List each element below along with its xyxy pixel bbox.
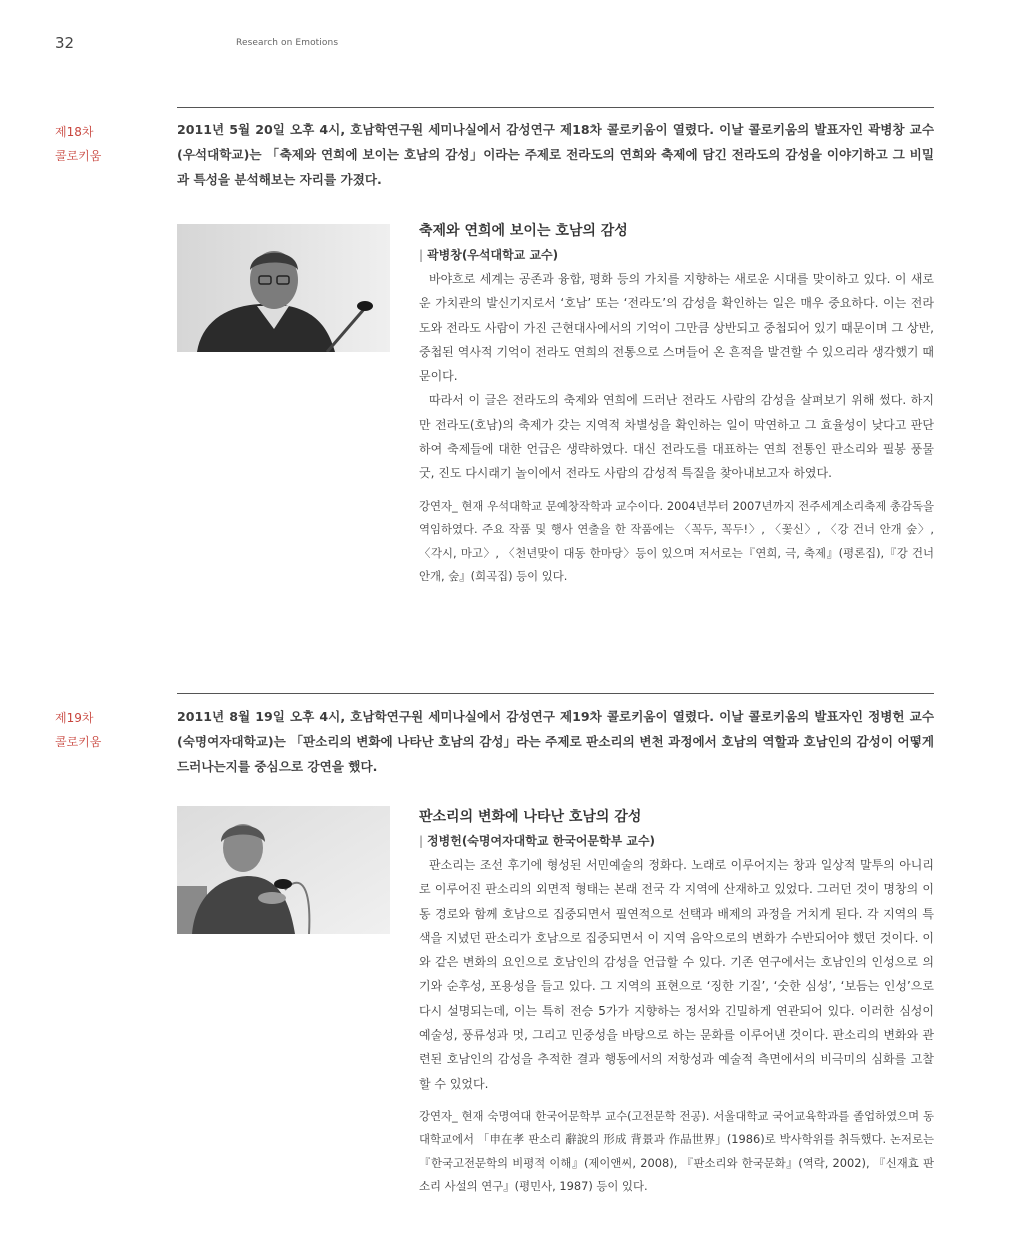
- colloquium-number: 제18차: [55, 125, 94, 139]
- speaker-bar: |: [419, 834, 424, 848]
- colloquium-number: 제19차: [55, 711, 94, 725]
- speaker-photo: [177, 806, 390, 934]
- lecture-speaker: [419, 831, 934, 851]
- lecture-title: 판소리의 변화에 나타난 호남의 감성: [419, 809, 642, 825]
- speaker-bio: 강연자_ 현재 숙명여대 한국어문학부 교수(고전문학 전공). 서울대학교 국어교육학과를 졸업하였으며 동 대학교에서 「申在孝 판소리 辭說의 形成 背景과 作品世界」(1986)로 박사학위를 취득했다. 논저로는 『한국고전문학의 비평적 이해』(제이앤씨, 2008), 『판소리와 한국문화』(역락, 2002), 『신재효 판소리 사설의 연구』(평민사, 1987) 등이 있다.: [419, 1108, 934, 1194]
- lecture-paragraph: 따라서 이 글은 전라도의 축제와 연희에 드러난 전라도 사람의 감성을 살펴보기 위해 썼다. 하지만 전라도(호남)의 축제가 갖는 지역적 차별성을 확인하는 일이 막연하고 그 효율성이 낮다고 판단하여 축제들에 대한 언급은 생략하였다. 대신 전라도를 대표하는 연희 전통인 판소리와 필봉 풍물굿, 진도 다시래기 놀이에서 전라도 사람의 감성적 특질을 찾아내보고자 하였다.: [419, 393, 934, 481]
- speaker-photo-image: [177, 806, 390, 934]
- colloquium-intro: 2011년 8월 19일 오후 4시, 호남학연구원 세미나실에서 감성연구 제19차 콜로키움이 열렸다. 이날 콜로키움의 발표자인 정병헌 교수(숙명여자대학교)는 「판소리의 변화에 나타난 호남의 감성」라는 주제로 판소리의 변천 과정에서 호남의 역할과 호남인의 감성이 어떻게 드러나는지를 중심으로 강연을 했다.: [177, 709, 934, 774]
- lecture-title: 축제와 연희에 보이는 호남의 감성: [419, 223, 628, 239]
- page-number: 32: [55, 34, 75, 52]
- lecture-block: [419, 221, 934, 589]
- lecture-paragraph: 바야흐로 세계는 공존과 융합, 평화 등의 가치를 지향하는 새로운 시대를 맞이하고 있다. 이 새로운 가치관의 발신기지로서 ‘호남’ 또는 ‘전라도’의 감성을 확인하는 일은 매우 중요하다. 이는 전라도와 전라도 사람이 가진 근현대사에서의 기억이 그만큼 상반되고 중첩되어 있기 때문이며 그 상반, 중첩된 역사적 기억이 전라도 연희의 전통으로 스며들어 온 흔적을 발견할 수 있으리라 생각했기 때문이다.: [419, 272, 934, 384]
- colloquium-word: 콜로키움: [55, 735, 102, 749]
- lecture-paragraph: 판소리는 조선 후기에 형성된 서민예술의 정화다. 노래로 이루어지는 창과 일상적 말투의 아니리로 이루어진 판소리의 외면적 형태는 본래 전국 각 지역에 산재하고 있었다. 그러던 것이 명창의 이동 경로와 함께 호남으로 집중되면서 필연적으로 선택과 배제의 과정을 거치게 된다. 각 지역의 특색을 지녔던 판소리가 호남으로 집중되면서 이 지역 음악으로의 변화가 수반되어야 했던 것이다. 이와 같은 변화의 요인으로 호남인의 감성을 언급할 수 있다. 기존 연구에서는 호남인의 인성으로 의기와 순후성, 포용성을 들고 있다. 그 지역의 표현으로 ‘징한 기질’, ‘숫한 심성’, ‘보듬는 인성’으로 다시 설명되는데, 이는 특히 전승 5가가 지향하는 정서와 긴밀하게 연관되어 있다. 이러한 심성이 예술성, 풍류성과 멋, 그리고 민중성을 바탕으로 하는 문화를 이루어낸 것이다. 판소리의 변화와 관련된 호남인의 감성을 추적한 결과 행동에서의 저항성과 예술적 측면에서의 비극미의 심화를 고찰할 수 있었다.: [419, 858, 934, 1091]
- speaker-name: 곽병창(우석대학교 교수): [427, 248, 559, 262]
- lecture-block: [419, 807, 934, 1199]
- colloquium-label: [55, 120, 101, 168]
- running-header: Research on Emotions: [236, 38, 339, 48]
- speaker-photo: [177, 224, 390, 352]
- section-divider: [177, 107, 934, 108]
- colloquium-label: [55, 706, 101, 754]
- section-divider: [177, 693, 934, 694]
- colloquium-word: 콜로키움: [55, 149, 102, 163]
- colloquium-intro: 2011년 5월 20일 오후 4시, 호남학연구원 세미나실에서 감성연구 제18차 콜로키움이 열렸다. 이날 콜로키움의 발표자인 곽병창 교수(우석대학교)는 「축제와 연희에 보이는 호남의 감성」이라는 주제로 전라도의 연희와 축제에 담긴 전라도의 감성을 이야기하고 그 비밀과 특성을 분석해보는 자리를 가졌다.: [177, 122, 934, 187]
- speaker-name: 정병헌(숙명여자대학교 한국어문학부 교수): [427, 834, 656, 848]
- speaker-photo-image: [177, 224, 390, 352]
- speaker-bar: |: [419, 248, 424, 262]
- speaker-bio: 강연자_ 현재 우석대학교 문예창작학과 교수이다. 2004년부터 2007년까지 전주세계소리축제 총감독을 역임하였다. 주요 작품 및 행사 연출을 한 작품에는 〈꼭두, 꼭두!〉, 〈꽃신〉, 〈강 건너 안개 숲〉, 〈각시, 마고〉, 〈천년맞이 대동 한마당〉등이 있으며 저서로는『연희, 극, 축제』(평론집),『강 건너 안개, 숲』(희곡집) 등이 있다.: [419, 498, 934, 584]
- lecture-speaker: [419, 245, 934, 265]
